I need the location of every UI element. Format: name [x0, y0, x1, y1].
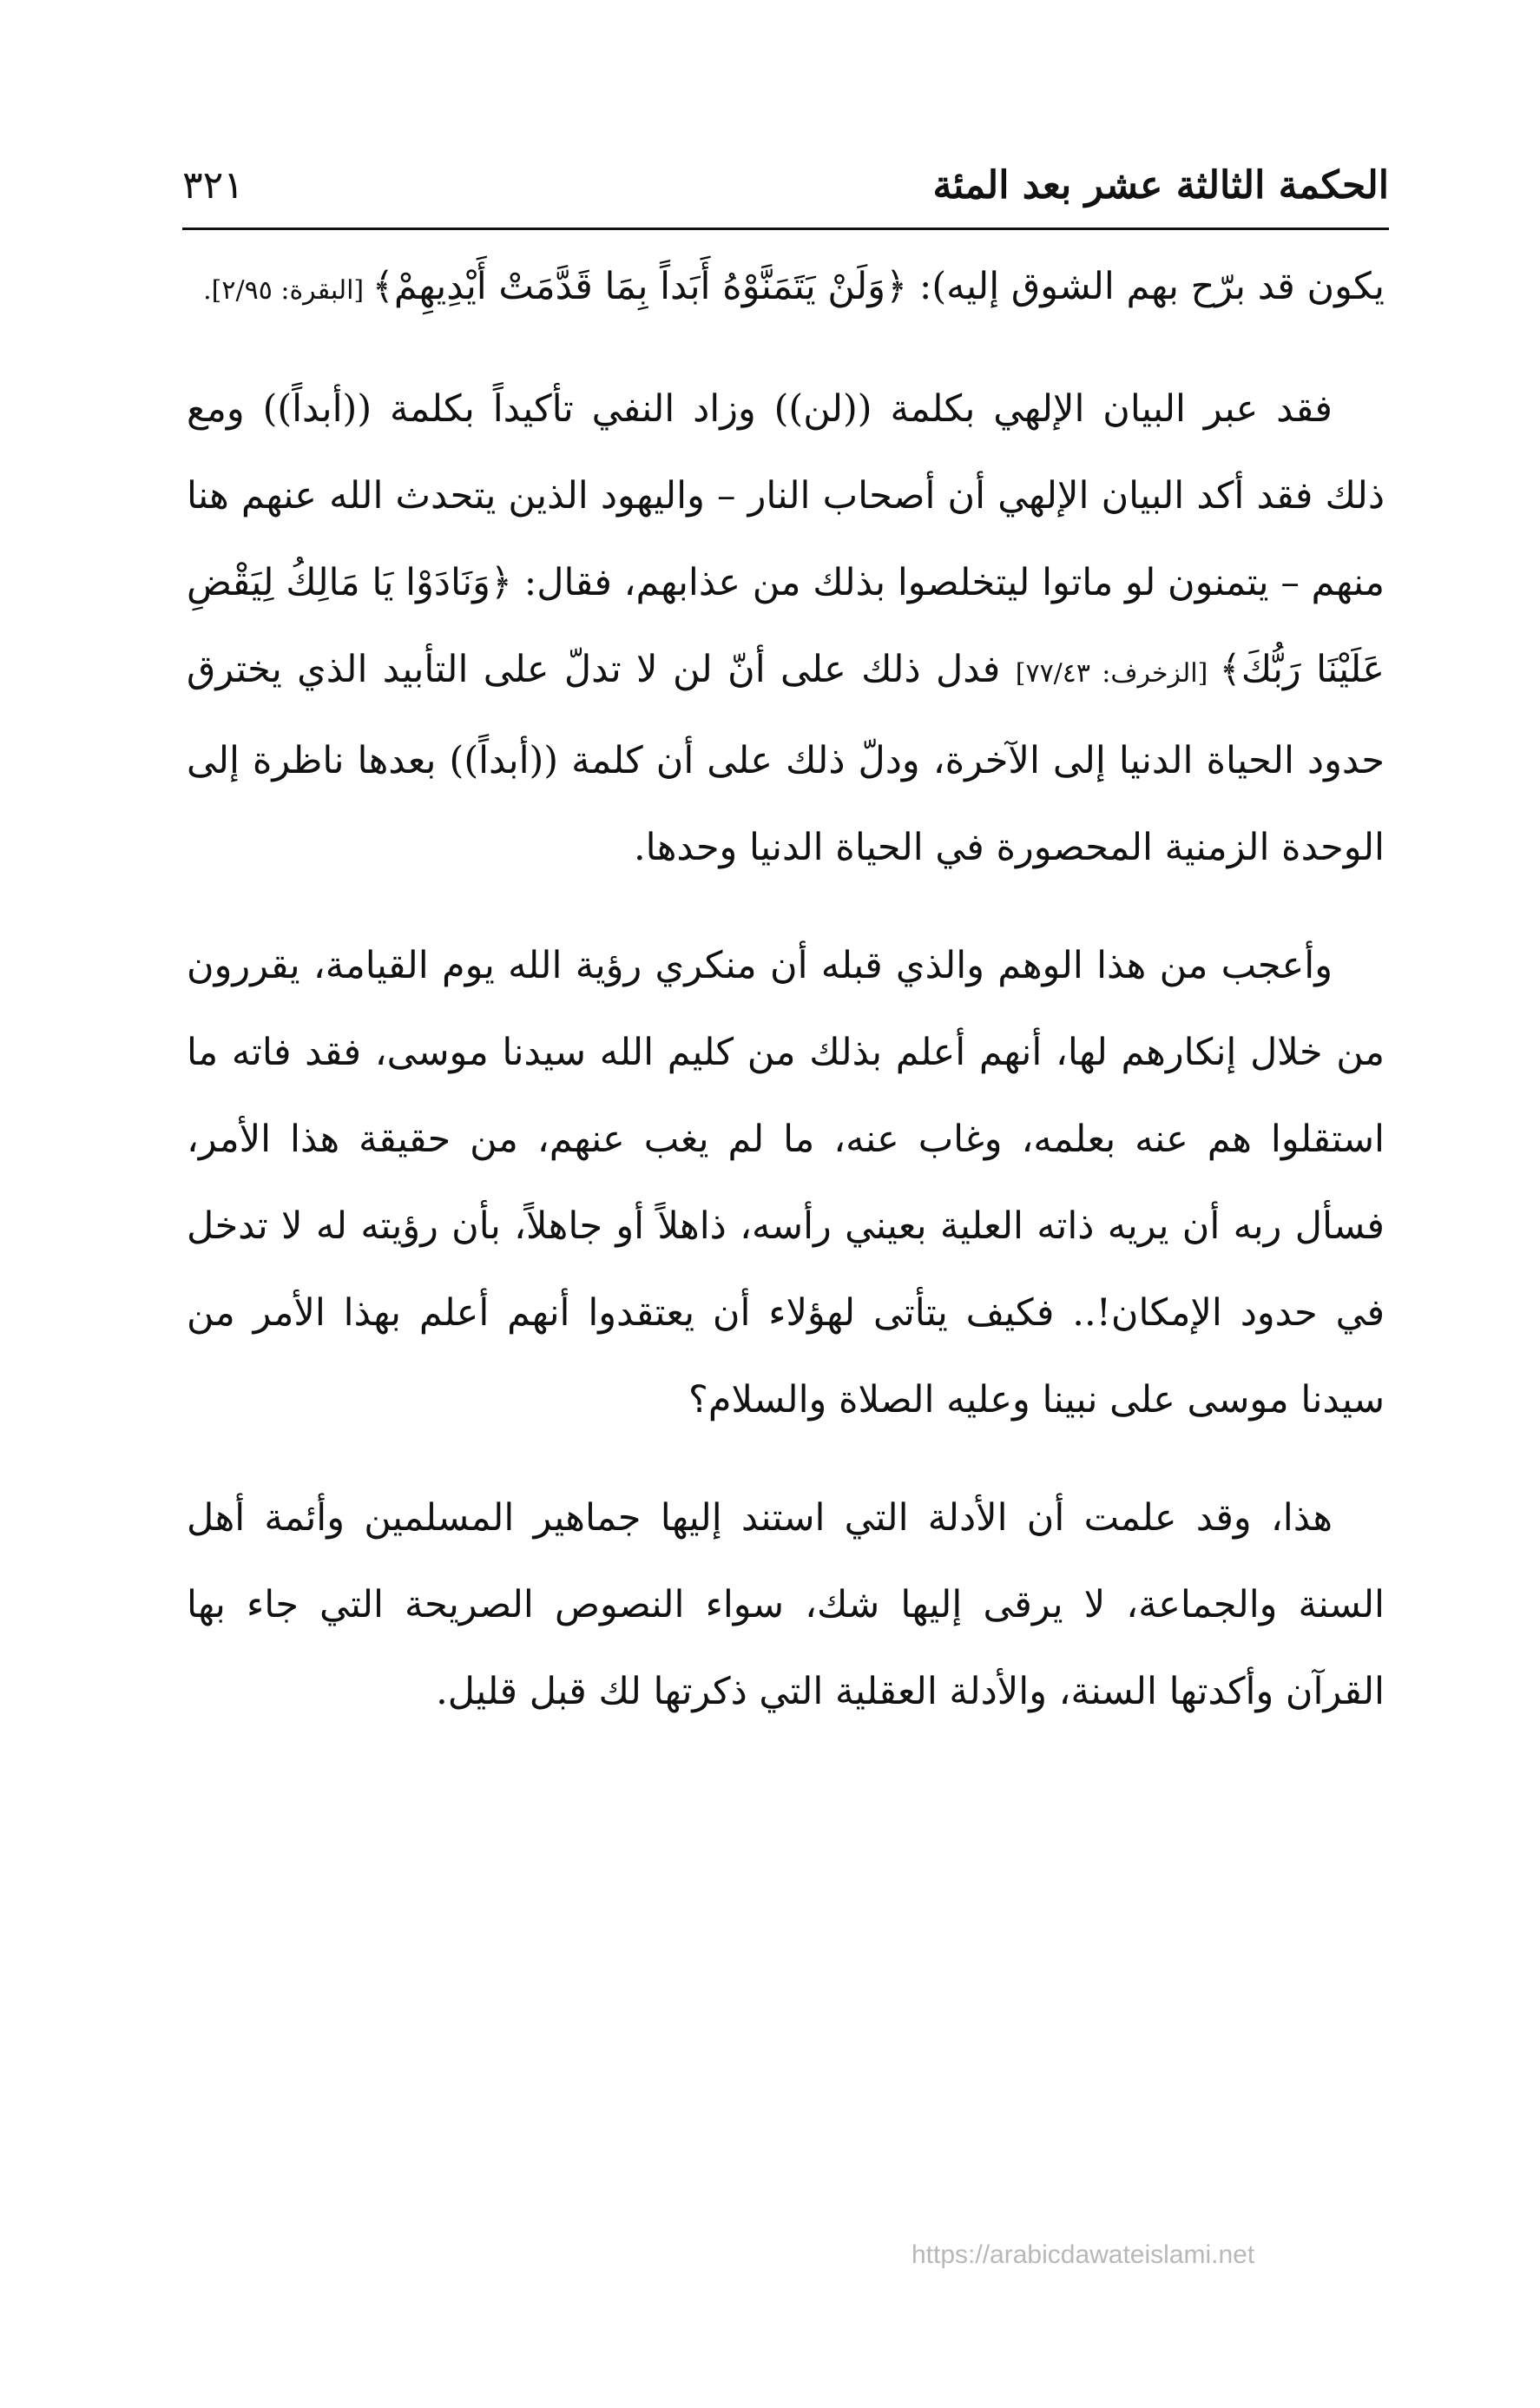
header-rule [182, 228, 1389, 230]
paragraph-2-text: فقد عبر البيان الإلهي بكلمة ((لن)) وزاد النفي تأكيداً بكلمة ((أبداً)) ومع ذلك فقد أكد البيان الإلهي أن أصحاب النار – واليهود الذين يتحدث الله عنهم هنا منهم – يتمنون لو ماتوا ليتخلصوا بذلك من عذابهم، فقال: [187, 387, 1385, 604]
running-title: الحكمة الثالثة عشر بعد المئة [932, 163, 1389, 208]
paragraph-1 [187, 243, 1385, 334]
quran-verse-1: ﴿وَلَنْ يَتَمَنَّوْهُ أَبَداً بِمَا قَدَّمَتْ أَيْدِيهِمْ﴾ [372, 265, 908, 308]
paragraph-3-text: وأعجب من هذا الوهم والذي قبله أن منكري رؤية الله يوم القيامة، يقررون من خلال إنكارهم لها، أنهم أعلم بذلك من كليم الله سيدنا موسى، فقد فاته ما استقلوا هم عنه بعلمه، وغاب عنه، ما لم يغب عنهم، من حقيقة هذا الأمر، فسأل ربه أن يريه ذاته العلية بعيني رأسه، ذاهلاً أو جاهلاً، بأن رؤيته له لا تدخل في حدود الإمكان!.. فكيف يتأتى لهؤلاء أن يعتقدوا أنهم أعلم بهذا الأمر من سيدنا موسى على نبينا وعليه الصلاة والسلام؟ [187, 944, 1385, 1422]
verse-reference-2: [الزخرف: ٧٧/٤٣] [1015, 658, 1220, 689]
paragraph-2 [187, 366, 1385, 891]
paragraph-4 [187, 1474, 1385, 1735]
paragraph-2-continuation: فدل ذلك على أنّ لن لا تدلّ على التأبيد الذي يخترق حدود الحياة الدنيا إلى الآخرة، ودلّ ذلك على أن كلمة ((أبداً)) بعدها ناظرة إلى الوحدة الزمنية المحصورة في الحياة الدنيا وحدها. [187, 648, 1385, 869]
paragraph-3 [187, 922, 1385, 1443]
site-watermark: https://arabicdawateislami.net [911, 2240, 1255, 2269]
page-header [182, 156, 1389, 217]
verse-reference-1: [البقرة: ٢/٩٥]. [203, 275, 372, 306]
paragraph-4-text: هذا، وقد علمت أن الأدلة التي استند إليها جماهير المسلمين وأئمة أهل السنة والجماعة، لا يرقى إليها شك، سواء النصوص الصريحة التي جاء بها القرآن وأكدتها السنة، والأدلة العقلية التي ذكرتها لك قبل قليل. [187, 1496, 1385, 1713]
body-text [187, 243, 1385, 1766]
page-number: ٣٢١ [182, 163, 244, 208]
paragraph-1-text: يكون قد برّح بهم الشوق إليه): [907, 265, 1385, 308]
quran-verse-2: ﴿وَنَادَوْا يَا مَالِكُ لِيَقْضِ عَلَيْنَا رَبُّكَ﴾ [187, 561, 1385, 691]
